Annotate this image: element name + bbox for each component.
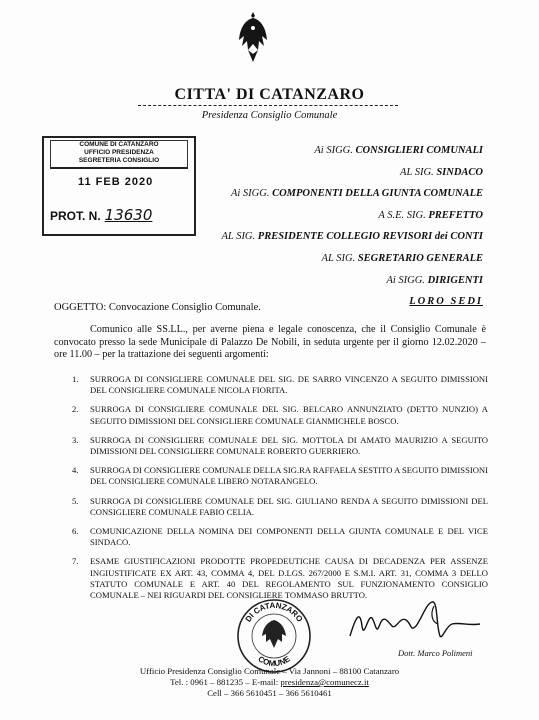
list-item [72,496,488,518]
recipient-prefix: Ai SIGG. [230,188,273,200]
item-text: ESAME GIUSTIFICAZIONI PRODOTTE PROPEDEUTICHE CAUSA DI DECADENZA PER ASSENZE INGIUSTIFICATE EX ART. 43, COMMA 4, DEL D.LGS. 267/2000 E S.M.I. ART. 31, COMMA 3 DELLO STATUTO COMUNALE E ART. 40 DEL REGOLAMENTO SUL FUNZIONAMENTO CONSIGLIO COMUNALE – NEI RIGUARDI DEL CONSIGLIERE TOMMASO BRUTTO. [90,556,488,601]
recipient-line [222,270,484,292]
recipient-name: DIRIGENTI [427,274,483,286]
stamp-header [50,140,188,169]
item-text: SURROGA DI CONSIGLIERE COMUNALE DEL SIG. BELCARO ANNUNZIATO (DETTO NUNZIO) A SEGUITO DIMISSIONI DEL CONSIGLIERE COMUNALE GIANMICHELE BOSCO. [90,404,488,426]
item-number: 1. [72,374,79,384]
item-number: 4. [72,465,79,476]
list-item [72,374,488,396]
item-text: SURROGA DI CONSIGLIERE COMUNALE DEL SIG. GIULIANO RENDA A SEGUITO DIMISSIONI DEL CONSIGLIERE COMUNALE FABIO CELIA. [90,495,488,517]
recipient-prefix: Ai SIGG. [314,145,356,156]
recipient-name: PREFETTO [428,209,483,221]
item-text: SURROGA DI CONSIGLIERE COMUNALE DELLA SIG.RA RAFFAELA SESTITO A SEGUITO DIMISSIONI DEL CONSIGLIERE COMUNALE LIBERO NOTARANGELO. [90,465,488,487]
item-number: 2. [72,404,79,415]
recipients-list [222,140,484,313]
eagle-crest-icon [236,10,270,64]
recipient-prefix: Ai SIGG. [386,274,428,286]
item-text: COMUNICAZIONE DELLA NOMINA DEI COMPONENTI DELLA GIUNTA COMUNALE E DEL VICE SINDACO. [90,526,488,548]
recipient-prefix: AL SIG. [400,166,437,178]
item-text: SURROGA DI CONSIGLIERE COMUNALE DEL SIG. DE SARRO VINCENZO A SEGUITO DIMISSIONI DEL CONSIGLIERE COMUNALE NICOLA FIORITA. [90,374,488,396]
footer-phone: Tel. : 0961 – 881235 – E-mail: [170,677,281,687]
svg-text:COMUNE: COMUNE [256,654,292,669]
stamp-date: 11 FEB 2020 [78,176,154,188]
item-number: 7. [72,556,79,567]
recipient-line [222,162,484,184]
subject-line: OGGETTO: Convocazione Consiglio Comunale. [54,302,261,313]
loro-sedi: LORO SEDI [409,296,483,308]
intro-paragraph: Comunico alle SS.LL., per averne piena e legale conoscenza, che il Consiglio Comunale è convocato presso la sede Municipale di Palazzo De Nobili, in seduta urgente per il giorno 12.02.2020 – ore 11.00 – per la trattazione dei seguenti argomenti: [54,324,486,361]
recipient-name: CONSIGLIERI COMUNALI [355,145,483,156]
svg-text:DI CATANZARO: DI CATANZARO [243,600,305,624]
stamp-line: UFFICIO PRESIDENZA [84,149,154,156]
protocol-label: PROT. N. [50,209,101,223]
list-item [72,465,488,487]
recipient-line [222,248,484,270]
protocol-number: 13630 [104,206,153,224]
recipient-name: SEGRETARIO GENERALE [357,252,483,264]
stamp-protocol [50,206,152,224]
recipient-line [222,226,484,248]
list-item [72,435,488,457]
protocol-stamp [42,136,196,236]
recipient-name: COMPONENTI DELLA GIUNTA COMUNALE [272,188,483,200]
signature-icon [346,596,486,646]
municipal-seal-icon [236,598,312,674]
stamp-line: SEGRETERIA CONSIGLIO [78,157,160,164]
recipient-line [222,183,484,205]
footer-address: Ufficio Presidenza Consiglio Comunale – Via Jannoni – 88100 Catanzaro [139,666,400,676]
footer-cell: Cell – 366 5610451 – 366 5610461 [207,688,332,698]
list-item [72,526,488,548]
item-number: 5. [72,495,79,506]
recipient-prefix: AL SIG. [221,231,258,243]
footer-email-link[interactable]: presidenza@comunecz.it [280,677,369,687]
recipient-line [222,205,484,227]
city-title: CITTA' DI CATANZARO [174,86,365,103]
recipient-line [222,140,484,162]
office-subtitle: Presidenza Consiglio Comunale [201,110,338,121]
stamp-line: COMUNE DI CATANZARO [79,141,159,148]
list-item [72,556,488,601]
recipient-prefix: A S.E. SIG. [378,209,429,221]
signatory-name: Dott. Marco Polimeni [398,648,473,658]
list-item [72,404,488,426]
footer [0,666,539,699]
item-text: SURROGA DI CONSIGLIERE COMUNALE DEL SIG. MOTTOLA DI AMATO MAURIZIO A SEGUITO DIMISSIONI DEL CONSIGLIERE COMUNALE ROBERTO GUERRIERO. [90,434,488,457]
recipient-name: SINDACO [436,166,483,178]
item-number: 6. [72,526,79,537]
title-divider [138,105,398,106]
recipient-prefix: AL SIG. [321,252,358,264]
agenda-list [72,374,488,609]
recipient-name: PRESIDENTE COLLEGIO REVISORI dei CONTI [257,231,483,243]
footer-contacts [0,677,539,688]
item-number: 3. [72,434,79,445]
